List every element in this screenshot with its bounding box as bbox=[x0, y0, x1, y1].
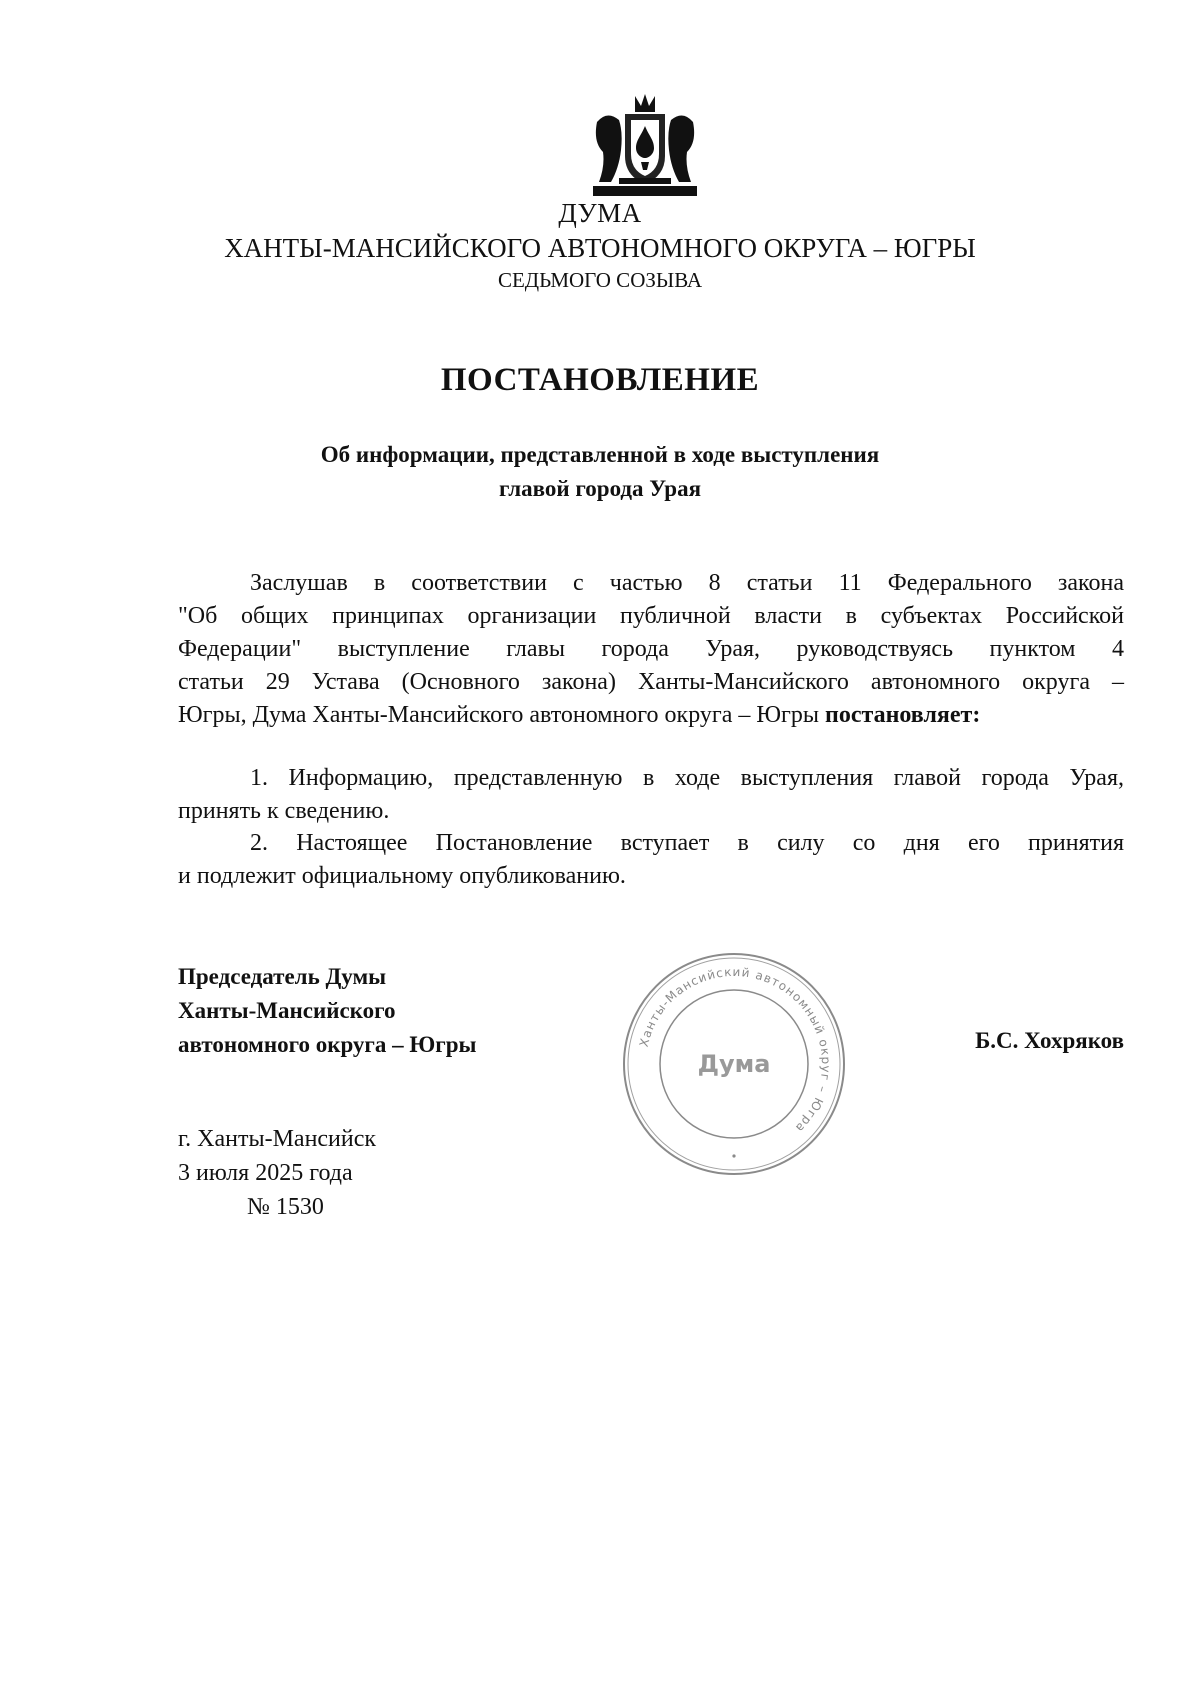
khmao-coat-of-arms-icon bbox=[589, 92, 701, 200]
item-line: принять к сведению. bbox=[178, 798, 390, 824]
org-convocation: СЕДЬМОГО СОЗЫВА bbox=[497, 268, 703, 292]
preamble-line: "Об общих принципах организации публичной власти в субъектах Российской bbox=[178, 603, 1124, 629]
subject-line: Об информации, представленной в ходе выступления bbox=[320, 442, 880, 467]
signer-title-line: Ханты-Мансийского bbox=[178, 998, 396, 1023]
signer-title bbox=[178, 960, 476, 1062]
preamble-line: Федерации" выступление главы города Урая, руководствуясь пунктом 4 bbox=[178, 636, 1124, 662]
seal-center-text: Дума bbox=[697, 1050, 771, 1078]
place: г. Ханты-Мансийск bbox=[178, 1126, 377, 1152]
item-line: 2. Настоящее Постановление вступает в силу со дня его принятия bbox=[250, 830, 1124, 856]
resolves-keyword: постановляет: bbox=[825, 702, 981, 728]
org-region: ХАНТЫ-МАНСИЙСКОГО АВТОНОМНОГО ОКРУГА – ЮГРЫ bbox=[224, 233, 976, 263]
resolution-item bbox=[178, 827, 1124, 893]
signer-title-line: Председатель Думы bbox=[178, 964, 387, 989]
preamble-line bbox=[178, 699, 1124, 732]
signer-name: Б.С. Хохряков bbox=[975, 1028, 1124, 1053]
preamble-text: Югры, Дума Ханты-Мансийского автономного округа – Югры bbox=[178, 702, 826, 728]
org-name: ДУМА bbox=[558, 198, 642, 228]
preamble-paragraph bbox=[178, 567, 1124, 732]
preamble-line: статьи 29 Устава (Основного закона) Ханты-Мансийского автономного округа – bbox=[178, 669, 1124, 695]
item-line: 1. Информацию, представленную в ходе выступления главой города Урая, bbox=[250, 765, 1124, 791]
resolution-item bbox=[178, 762, 1124, 828]
official-stamp-icon bbox=[620, 950, 848, 1178]
date: 3 июля 2025 года bbox=[178, 1160, 353, 1186]
signer-title-line: автономного округа – Югры bbox=[178, 1032, 477, 1057]
document-subject bbox=[0, 438, 1200, 506]
document-type: ПОСТАНОВЛЕНИЕ bbox=[440, 362, 760, 398]
subject-line: главой города Урая bbox=[498, 476, 702, 501]
item-line: и подлежит официальному опубликованию. bbox=[178, 863, 626, 889]
preamble-line: Заслушав в соответствии с частью 8 статьи 11 Федерального закона bbox=[250, 570, 1124, 596]
document-number: № 1530 bbox=[247, 1194, 324, 1220]
seal-ring-text: Ханты-Мансийский автономный округ – Югра bbox=[636, 964, 834, 1136]
place-date-block bbox=[178, 1122, 376, 1224]
